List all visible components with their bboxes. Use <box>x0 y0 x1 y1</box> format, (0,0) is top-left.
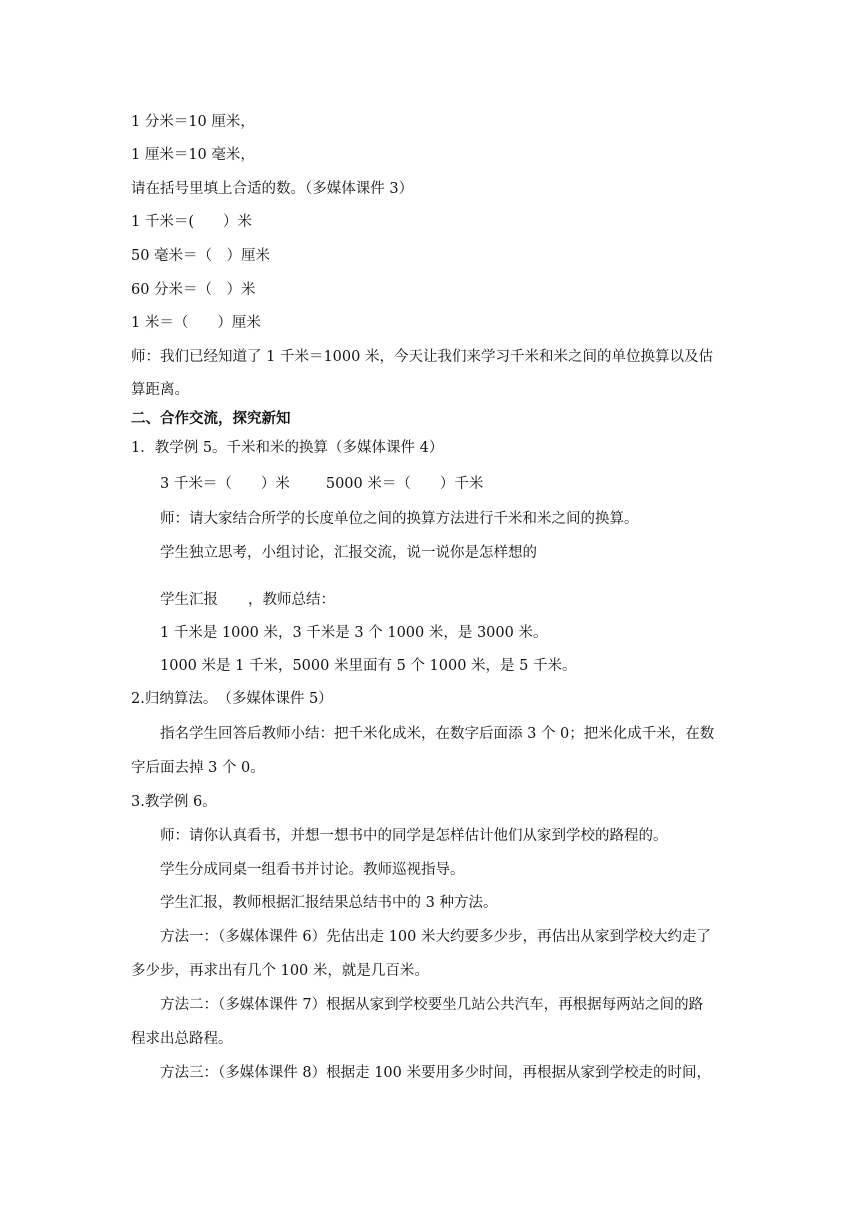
text-line: 60 分米＝（ ）米 <box>131 282 256 298</box>
text-line: 程求出总路程。 <box>131 1031 233 1047</box>
text-line: 学生分成同桌一组看书并讨论。教师巡视指导。 <box>160 862 465 878</box>
text-line: 方法一：（多媒体课件 6）先估出走 100 米大约要多少步，再估出从家到学校大约走了 <box>160 929 711 945</box>
text-line <box>160 590 335 610</box>
text-line: 3.教学例 6。 <box>131 794 217 810</box>
text-line: 师：请大家结合所学的长度单位之间的换算方法进行千米和米之间的换算。 <box>160 511 639 527</box>
text-line: 师：我们已经知道了 1 千米＝1000 米，今天让我们来学习千米和米之间的单位换算以及估 <box>131 349 713 365</box>
text-line: 学生汇报，教师根据汇报结果总结书中的 3 种方法。 <box>160 895 498 911</box>
text-line: 2.归纳算法。 （多媒体课件 5） <box>131 691 333 707</box>
text-line: 指名学生回答后教师小结：把千米化成米，在数字后面添 3 个 0；把米化成千米，在数 <box>160 726 715 742</box>
text-segment: 3 千米＝（ ）米 <box>160 476 290 492</box>
text-line: 方法三：（多媒体课件 8）根据走 100 米要用多少时间，再根据从家到学校走的时间， <box>160 1065 711 1081</box>
text-line: 方法二：（多媒体课件 7）根据从家到学校要坐几站公共汽车，再根据每两站之间的路 <box>160 997 704 1013</box>
text-line: 多少步，再求出有几个 100 米，就是几百米。 <box>131 963 429 979</box>
text-line <box>160 474 483 494</box>
text-line: 50 毫米＝（ ）厘米 <box>131 248 271 264</box>
text-line: 1 米＝（ ）厘米 <box>131 315 261 331</box>
text-line: 1 千米是 1000 米，3 千米是 3 个 1000 米，是 3000 米。 <box>160 625 548 641</box>
text-segment: ，教师总结： <box>248 592 335 608</box>
text-line: 1 千米＝( ）米 <box>131 214 252 230</box>
section-heading: 二、合作交流，探究新知 <box>131 410 291 427</box>
text-line: 学生独立思考，小组讨论，汇报交流，说一说你是怎样想的 <box>160 545 537 561</box>
text-line: 师：请你认真看书，并想一想书中的同学是怎样估计他们从家到学校的路程的。 <box>160 828 668 844</box>
text-line: 算距离。 <box>131 382 189 398</box>
text-line: 1 分米＝10 厘米， <box>131 114 255 130</box>
text-line: 1000 米是 1 千米，5000 米里面有 5 个 1000 米，是 5 千米。 <box>160 658 577 674</box>
text-line: 1 厘米＝10 毫米， <box>131 147 255 163</box>
text-line: 请在括号里填上合适的数。（多媒体课件 3） <box>131 181 414 197</box>
text-segment: 5000 米＝（ ）千米 <box>325 476 484 492</box>
text-line: 字后面去掉 3 个 0。 <box>131 760 265 776</box>
text-line: 1．教学例 5。千米和米的换算（多媒体课件 4） <box>131 440 444 456</box>
text-segment: 学生汇报 <box>160 592 218 608</box>
